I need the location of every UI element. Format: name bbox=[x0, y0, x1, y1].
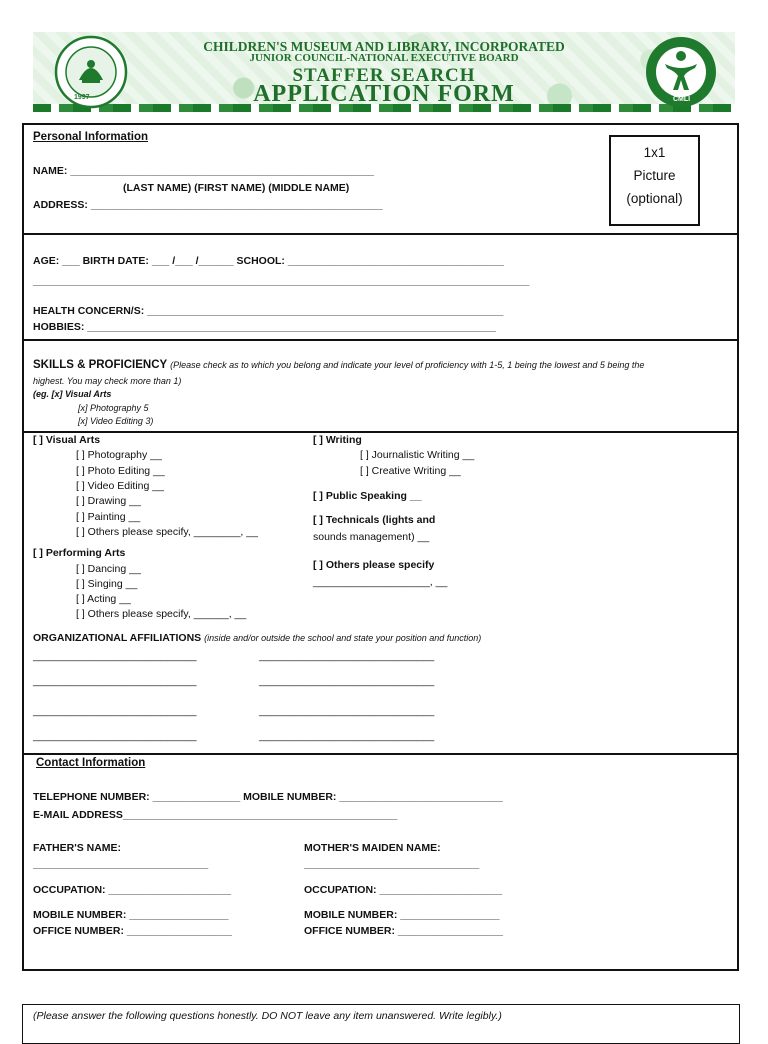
divider bbox=[24, 233, 737, 235]
name-parts-labels: (LAST NAME) (FIRST NAME) (MIDDLE NAME) bbox=[123, 182, 350, 194]
skill-item[interactable]: [ ] Visual Arts bbox=[33, 434, 101, 446]
skill-others-line[interactable]: ____________________, __ bbox=[313, 576, 448, 588]
junior-council-logo-sub: CMLI bbox=[673, 96, 691, 103]
skill-item[interactable]: [ ] Photography __ bbox=[76, 449, 162, 461]
board-name: JUNIOR COUNCIL-NATIONAL EXECUTIVE BOARD bbox=[249, 52, 519, 64]
affiliation-line-left[interactable]: ____________________________ bbox=[33, 730, 197, 742]
header-banner bbox=[33, 32, 735, 112]
mother-occupation-field[interactable]: OCCUPATION: _____________________ bbox=[304, 884, 503, 896]
photo-box-size: 1x1 bbox=[643, 145, 666, 160]
father-occupation-field[interactable]: OCCUPATION: _____________________ bbox=[33, 884, 232, 896]
museum-seal-logo bbox=[49, 34, 133, 110]
photo-box-label: Picture bbox=[633, 168, 676, 183]
skill-creative-writing[interactable]: [ ] Creative Writing __ bbox=[360, 465, 461, 477]
father-mobile-field[interactable]: MOBILE NUMBER: _________________ bbox=[33, 909, 229, 921]
affiliations-note: (inside and/or outside the school and state your position and function) bbox=[204, 633, 482, 643]
mother-office-field[interactable]: OFFICE NUMBER: __________________ bbox=[304, 925, 504, 937]
contact-info-heading: Contact Information bbox=[36, 757, 146, 769]
affiliation-line-right[interactable]: ______________________________ bbox=[259, 650, 435, 662]
skill-item[interactable]: [ ] Dancing __ bbox=[76, 563, 141, 575]
skill-item[interactable]: [ ] Others please specify, ________, __ bbox=[76, 526, 258, 538]
affiliation-line-right[interactable]: ______________________________ bbox=[259, 675, 435, 687]
health-concern-field[interactable]: HEALTH CONCERN/S: _____________________________________________________________ bbox=[33, 305, 504, 317]
skill-journalistic-writing[interactable]: [ ] Journalistic Writing __ bbox=[360, 449, 475, 461]
seal-year: 1997 bbox=[74, 94, 90, 101]
affiliations-heading: ORGANIZATIONAL AFFILIATIONS bbox=[33, 632, 202, 644]
form-subtitle: STAFFER SEARCH bbox=[292, 65, 476, 86]
father-name-label: FATHER'S NAME: bbox=[33, 842, 122, 854]
name-field[interactable]: NAME: ____________________________________________________ bbox=[33, 165, 374, 177]
skill-item[interactable]: [ ] Painting __ bbox=[76, 511, 141, 523]
skill-item[interactable]: [ ] Drawing __ bbox=[76, 495, 141, 507]
affiliation-line-left[interactable]: ____________________________ bbox=[33, 705, 197, 717]
photo-box[interactable] bbox=[609, 135, 700, 226]
email-field[interactable]: E-MAIL ADDRESS_______________________________________________ bbox=[33, 809, 398, 821]
skills-example-1: [x] Photography 5 bbox=[78, 403, 149, 413]
mother-mobile-field[interactable]: MOBILE NUMBER: _________________ bbox=[304, 909, 500, 921]
skill-item[interactable]: [ ] Photo Editing __ bbox=[76, 465, 165, 477]
skill-item[interactable]: [ ] Singing __ bbox=[76, 578, 138, 590]
father-office-field[interactable]: OFFICE NUMBER: __________________ bbox=[33, 925, 233, 937]
instructions-note: (Please answer the following questions honestly. DO NOT leave any item unanswered. Write legibly.) bbox=[33, 1010, 502, 1022]
affiliation-line-right[interactable]: ______________________________ bbox=[259, 730, 435, 742]
school-extra-line[interactable]: _____________________________________________________________________________________ bbox=[33, 275, 530, 287]
hobbies-field[interactable]: HOBBIES: ______________________________________________________________________ bbox=[33, 321, 497, 333]
instructions-box bbox=[22, 1004, 740, 1044]
mother-name-line[interactable]: ______________________________ bbox=[304, 858, 480, 870]
phone-mobile-field[interactable]: TELEPHONE NUMBER: _______________ MOBILE NUMBER: ____________________________ bbox=[33, 791, 503, 803]
skills-example: (eg. [x] Visual Arts bbox=[33, 389, 112, 399]
photo-box-optional: (optional) bbox=[626, 191, 683, 206]
skill-item[interactable]: [ ] Performing Arts bbox=[33, 547, 126, 559]
skill-technicals[interactable]: [ ] Technicals (lights and bbox=[313, 514, 436, 526]
skill-technicals-2: sounds management) __ bbox=[313, 531, 430, 543]
affiliation-line-left[interactable]: ____________________________ bbox=[33, 675, 197, 687]
skills-heading: SKILLS & PROFICIENCY bbox=[33, 359, 168, 371]
address-field[interactable]: ADDRESS: __________________________________________________ bbox=[33, 199, 383, 211]
skills-example-2: [x] Video Editing 3) bbox=[78, 416, 154, 426]
affiliation-line-left[interactable]: ____________________________ bbox=[33, 650, 197, 662]
form-title: APPLICATION FORM bbox=[253, 81, 515, 107]
skill-writing[interactable]: [ ] Writing bbox=[313, 434, 362, 446]
age-birthdate-school-field[interactable]: AGE: ___ BIRTH DATE: ___ /___ /______ SCHOOL: _____________________________________ bbox=[33, 255, 504, 267]
skill-public-speaking[interactable]: [ ] Public Speaking __ bbox=[313, 490, 422, 502]
skills-heading-row bbox=[33, 359, 644, 371]
affiliation-line-right[interactable]: ______________________________ bbox=[259, 705, 435, 717]
mother-name-label: MOTHER'S MAIDEN NAME: bbox=[304, 842, 441, 854]
skill-item[interactable]: [ ] Video Editing __ bbox=[76, 480, 164, 492]
skill-others[interactable]: [ ] Others please specify bbox=[313, 559, 435, 571]
personal-info-heading: Personal Information bbox=[33, 131, 149, 143]
junior-council-logo-text bbox=[33, 32, 34, 33]
org-name: CHILDREN'S MUSEUM AND LIBRARY, INCORPORATED bbox=[203, 39, 565, 54]
father-name-line[interactable]: ______________________________ bbox=[33, 858, 209, 870]
divider bbox=[24, 339, 737, 341]
skills-instruction-2: highest. You may check more than 1) bbox=[33, 376, 182, 386]
divider bbox=[24, 753, 737, 755]
skills-instruction: (Please check as to which you belong and indicate your level of proficiency with 1-5, 1 being the lowest and 5 being the bbox=[170, 360, 645, 370]
skill-item[interactable]: [ ] Others please specify, ______, __ bbox=[76, 608, 247, 620]
affiliations-heading-row bbox=[33, 632, 481, 644]
divider bbox=[24, 431, 737, 433]
skill-item[interactable]: [ ] Acting __ bbox=[76, 593, 131, 605]
